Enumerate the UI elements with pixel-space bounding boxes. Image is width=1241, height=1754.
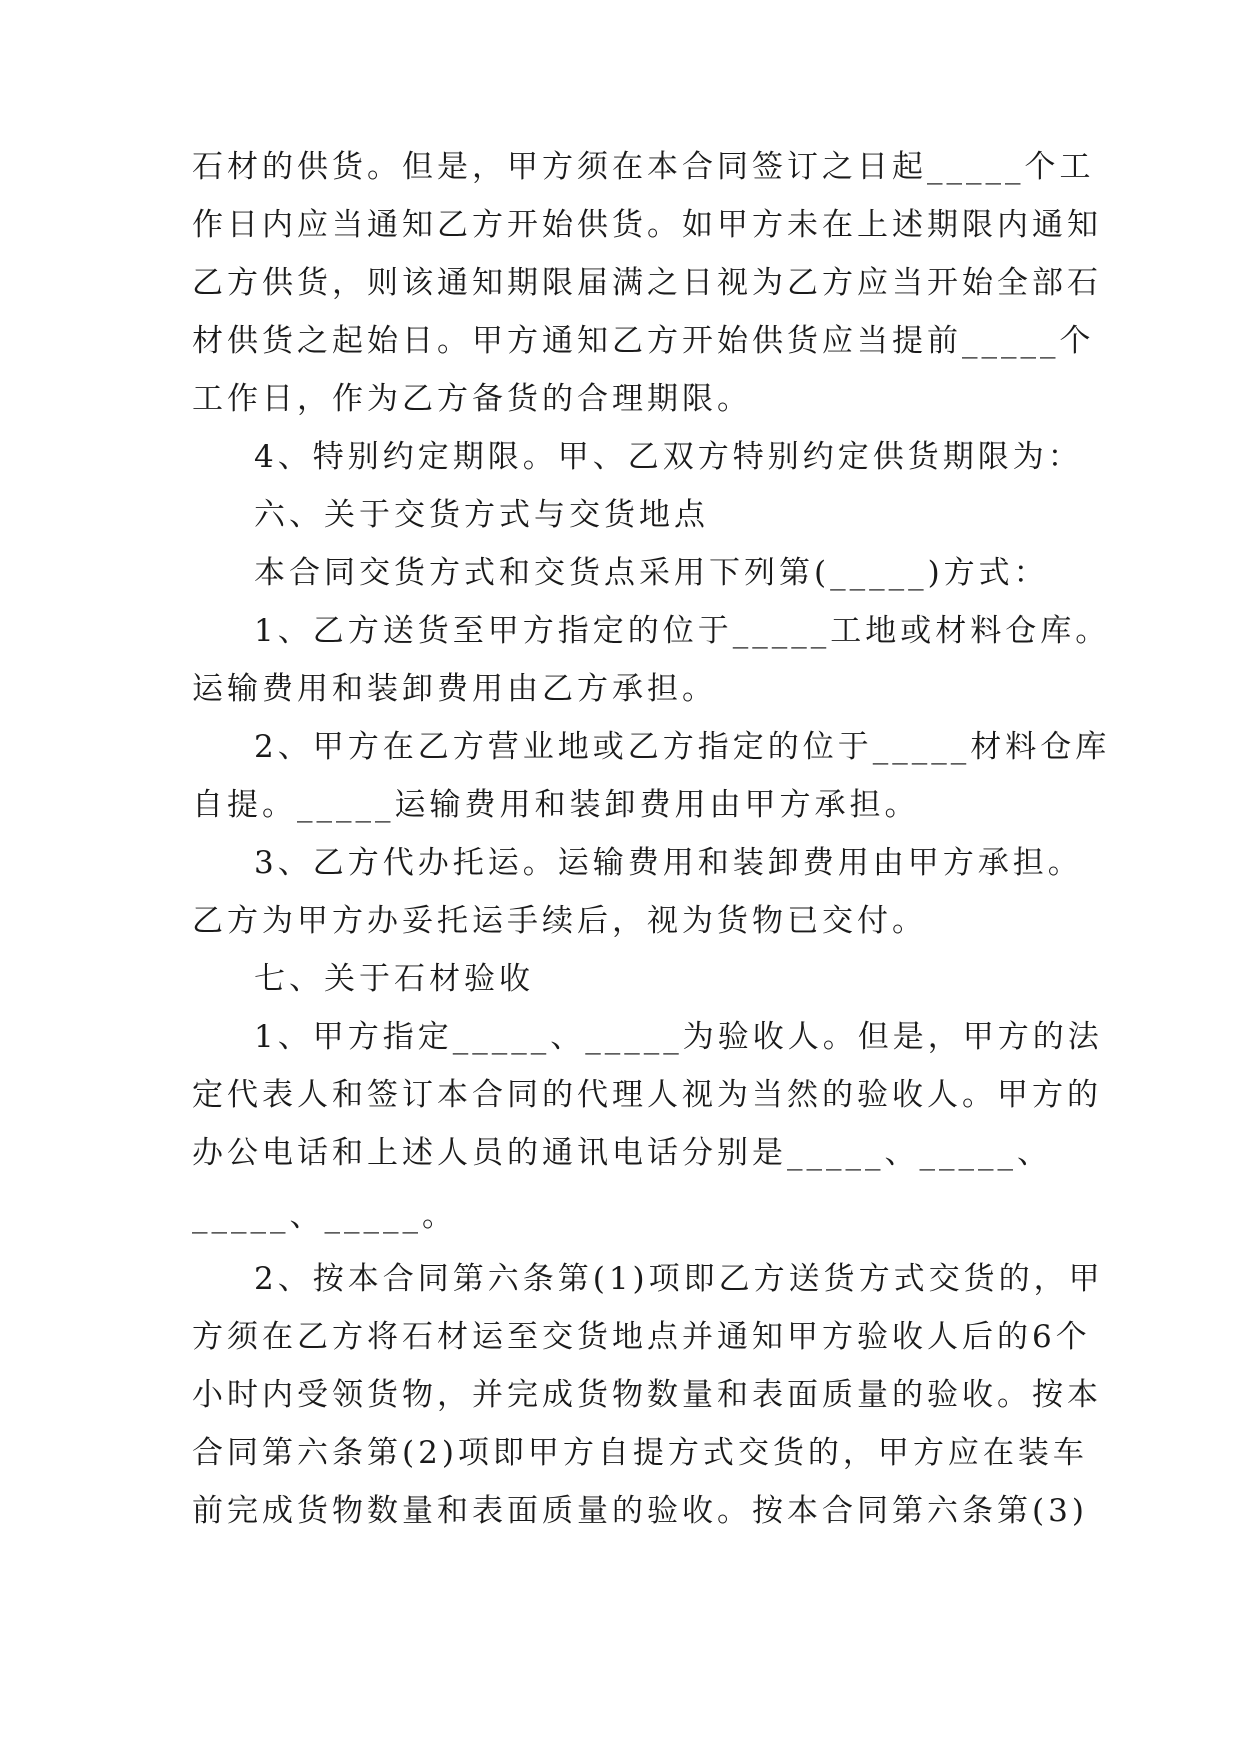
paragraph-line: 材供货之起始日。甲方通知乙方开始供货应当提前_____个 (192, 323, 1095, 359)
paragraph-line: 合同第六条第(2)项即甲方自提方式交货的，甲方应在装车 (192, 1435, 1088, 1471)
paragraph-line: 前完成货物数量和表面质量的验收。按本合同第六条第(3) (192, 1493, 1088, 1529)
paragraph-line: 作日内应当通知乙方开始供货。如甲方未在上述期限内通知 (192, 207, 1102, 243)
paragraph-line: 方须在乙方将石材运至交货地点并通知甲方验收人后的6个 (192, 1319, 1091, 1355)
paragraph-line: 运输费用和装卸费用由乙方承担。 (192, 671, 717, 707)
paragraph-line: 1、甲方指定_____、_____为验收人。但是，甲方的法 (254, 1019, 1103, 1055)
paragraph-line: 小时内受领货物，并完成货物数量和表面质量的验收。按本 (192, 1377, 1102, 1413)
paragraph-line: 石材的供货。但是，甲方须在本合同签订之日起_____个工 (192, 149, 1095, 185)
paragraph-line: 工作日，作为乙方备货的合理期限。 (192, 381, 752, 417)
section-heading: 七、关于石材验收 (254, 961, 534, 997)
paragraph-line: 2、按本合同第六条第(1)项即乙方送货方式交货的，甲 (254, 1261, 1104, 1297)
paragraph-line: 本合同交货方式和交货点采用下列第(_____)方式： (254, 555, 1049, 591)
paragraph-line: 1、乙方送货至甲方指定的位于_____工地或材料仓库。 (254, 613, 1111, 649)
paragraph-line: 4、特别约定期限。甲、乙双方特别约定供货期限为： (254, 439, 1083, 475)
paragraph-line: 乙方为甲方办妥托运手续后，视为货物已交付。 (192, 903, 927, 939)
paragraph-line: 2、甲方在乙方营业地或乙方指定的位于_____材料仓库 (254, 729, 1111, 765)
paragraph-line: 定代表人和签订本合同的代理人视为当然的验收人。甲方的 (192, 1077, 1102, 1113)
paragraph-line: 办公电话和上述人员的通讯电话分别是_____、_____、 (192, 1135, 1052, 1171)
section-heading: 六、关于交货方式与交货地点 (254, 497, 709, 533)
paragraph-line: 乙方供货，则该通知期限届满之日视为乙方应当开始全部石 (192, 265, 1102, 301)
paragraph-line: _____、_____。 (192, 1198, 457, 1234)
paragraph-line: 3、乙方代办托运。运输费用和装卸费用由甲方承担。 (254, 845, 1083, 881)
paragraph-line: 自提。_____运输费用和装卸费用由甲方承担。 (192, 787, 920, 823)
